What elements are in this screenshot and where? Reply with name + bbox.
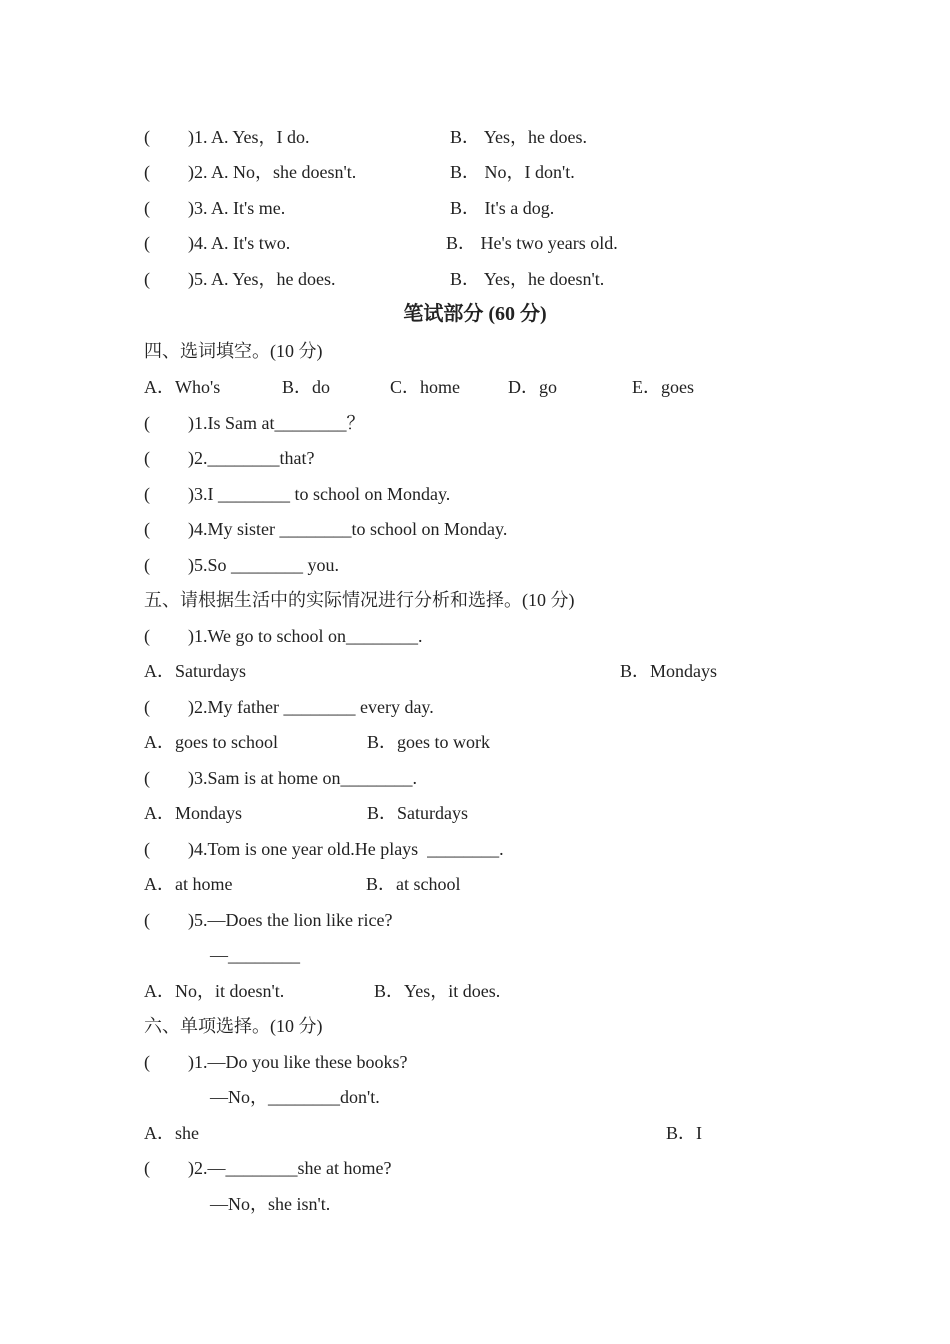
question-text: )1.We go to school on________.	[188, 626, 423, 646]
option-b: B．at school	[366, 874, 461, 894]
question-text: )2.—________she at home?	[188, 1158, 392, 1178]
question-text: )1.—Do you like these books?	[188, 1052, 408, 1072]
answer-paren: (	[144, 839, 150, 859]
section6-q1-answer: —No，________don't.	[210, 1087, 380, 1107]
option-a: A．Saturdays	[144, 661, 246, 681]
section5-q5-answer: —________	[210, 945, 300, 965]
question-text: )5.So ________ you.	[188, 555, 340, 575]
option-a: A．goes to school	[144, 732, 278, 752]
answer-paren: (	[144, 448, 150, 468]
question-text: )5.—Does the lion like rice?	[188, 910, 393, 930]
option-b: B．I	[666, 1123, 702, 1143]
option-b: B． Yes，he does.	[450, 127, 588, 147]
option-a: )5. A. Yes，he does.	[188, 269, 336, 289]
option-b: B．Saturdays	[367, 803, 468, 823]
word-choice-e: E．goes	[632, 377, 694, 397]
option-a: A．at home	[144, 874, 233, 894]
answer-paren: (	[144, 127, 150, 147]
word-choice-c: C．home	[390, 377, 460, 397]
answer-paren: (	[144, 697, 150, 717]
answer-paren: (	[144, 519, 150, 539]
option-b: B． It's a dog.	[450, 198, 555, 218]
answer-paren: (	[144, 1052, 150, 1072]
answer-paren: (	[144, 484, 150, 504]
answer-paren: (	[144, 162, 150, 182]
option-b: B．Yes，it does.	[374, 981, 501, 1001]
word-choice-b: B．do	[282, 377, 331, 397]
option-b: B． No，I don't.	[450, 162, 575, 182]
answer-paren: (	[144, 768, 150, 788]
answer-paren: (	[144, 1158, 150, 1178]
option-a: A．Mondays	[144, 803, 242, 823]
option-b: B．Mondays	[620, 661, 718, 681]
section5-q5	[144, 908, 393, 980]
option-a: )1. A. Yes，I do.	[188, 127, 310, 147]
question-text: )1.Is Sam at________？	[188, 413, 365, 433]
section4-heading: 四、选词填空。(10 分)	[144, 341, 323, 361]
option-b: B． He's two years old.	[446, 233, 618, 253]
option-b: B． Yes，he doesn't.	[450, 269, 605, 289]
option-a: )4. A. It's two.	[188, 233, 291, 253]
question-text: )4.Tom is one year old.He plays ________.	[188, 839, 504, 859]
question-text: )2.________that?	[188, 448, 315, 468]
answer-paren: (	[144, 555, 150, 575]
answer-paren: (	[144, 198, 150, 218]
written-part-title: 笔试部分 (60 分)	[403, 303, 547, 325]
word-choice-a: A．Who's	[144, 377, 221, 397]
answer-paren: (	[144, 626, 150, 646]
section5-heading: 五、请根据生活中的实际情况进行分析和选择。(10 分)	[144, 590, 575, 610]
question-text: )3.Sam is at home on________.	[188, 768, 417, 788]
answer-paren: (	[144, 233, 150, 253]
question-text: )4.My sister ________to school on Monday.	[188, 519, 508, 539]
option-b: B．goes to work	[367, 732, 490, 752]
option-a: A．she	[144, 1123, 199, 1143]
question-text: )2.My father ________ every day.	[188, 697, 434, 717]
answer-paren: (	[144, 269, 150, 289]
word-choice-d: D．go	[508, 377, 557, 397]
section6-q2-answer: —No，she isn't.	[210, 1194, 331, 1214]
option-a: A．No，it doesn't.	[144, 981, 285, 1001]
answer-paren: (	[144, 910, 150, 930]
answer-paren: (	[144, 413, 150, 433]
section6-heading: 六、单项选择。(10 分)	[144, 1016, 323, 1036]
question-text: )3.I ________ to school on Monday.	[188, 484, 451, 504]
option-a: )3. A. It's me.	[188, 198, 286, 218]
option-a: )2. A. No，she doesn't.	[188, 162, 357, 182]
